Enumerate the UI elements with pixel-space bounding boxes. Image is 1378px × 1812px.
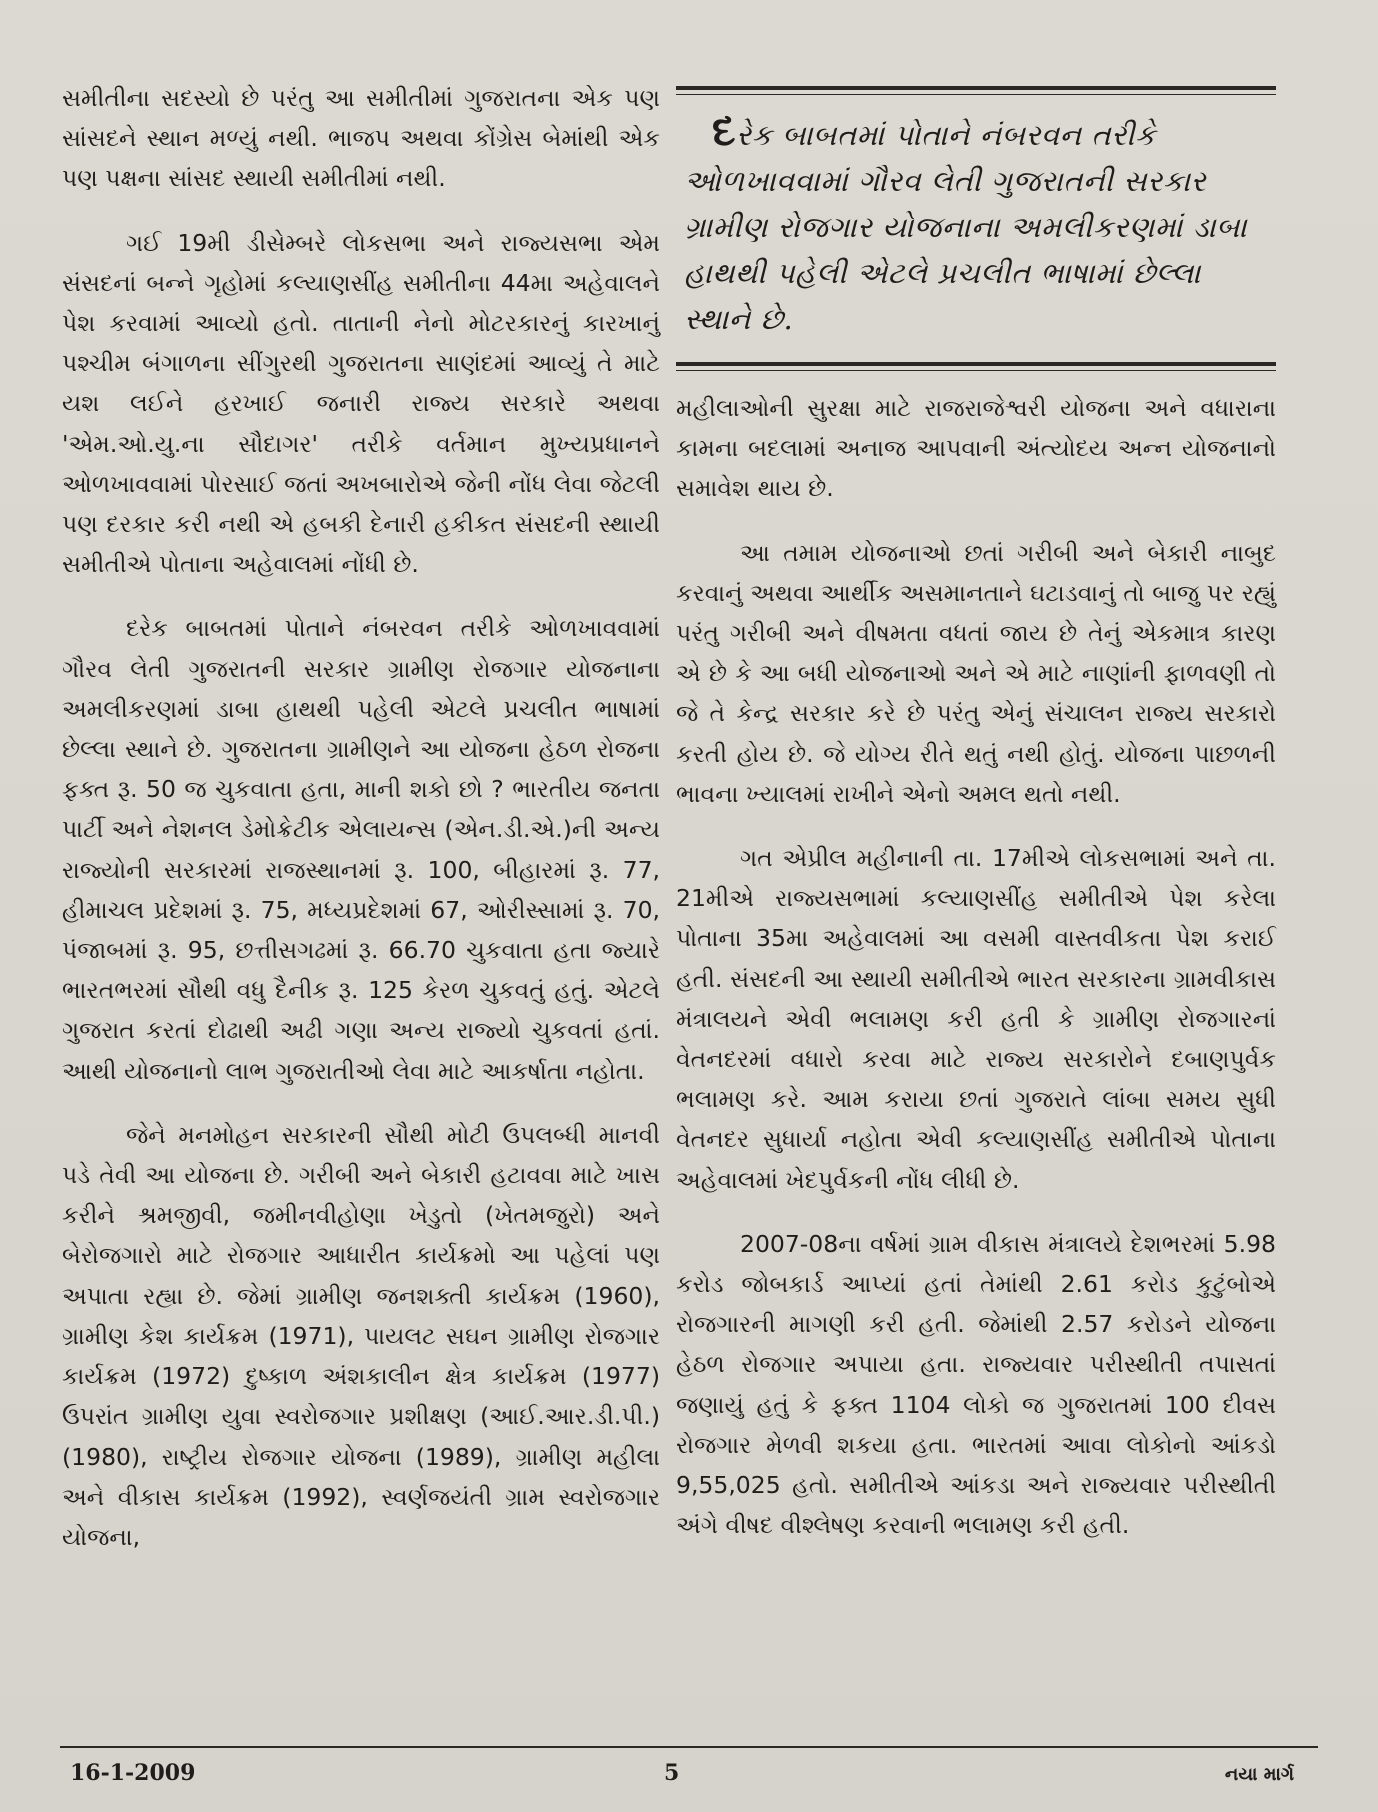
pull-quote-body: રેક બાબતમાં પોતાને નંબરવન તરીકે ઓળખાવવામાં ગૌરવ લેતી ગુજરાતની સરકાર ગ્રામીણ રોજગાર યોજનાના અમલીકરણમાં ડાબા હાથથી પહેલી એટલે પ્રચલીત ભાષામાં છેલ્લા સ્થાને છે. [684,118,1248,336]
issue-date: 16-1-2009 [70,1760,196,1786]
page-number: 5 [664,1760,680,1786]
right-column [676,78,1276,1569]
publication-name: નયા માર્ગ [1224,1764,1294,1785]
paragraph: જેને મનમોહન સરકારની સૌથી મોટી ઉપલબ્ધી માનવી પડે તેવી આ યોજના છે. ગરીબી અને બેકારી હટાવવા માટે ખાસ કરીને શ્રમજીવી, જમીનવીહોણા ખેડુતો (ખેતમજુરો) અને બેરોજગારો માટે રોજગાર આધારીત કાર્યક્રમો આ પહેલાં પણ અપાતા રહ્યા છે. જેમાં ગ્રામીણ જનશક્તી કાર્યક્રમ (1960), ગ્રામીણ કેશ કાર્યક્રમ (1971), પાયલટ સઘન ગ્રામીણ રોજગાર કાર્યક્રમ (1972) દુષ્કાળ અંશકાલીન ક્ષેત્ર કાર્યક્રમ (1977) ઉપરાંત ગ્રામીણ યુવા સ્વરોજગાર પ્રશીક્ષણ (આઈ.આર.ડી.પી.) (1980), રાષ્ટ્રીય રોજગાર યોજના (1989), ગ્રામીણ મહીલા અને વીકાસ કાર્યક્રમ (1992), સ્વર્ણજયંતી ગ્રામ સ્વરોજગાર યોજના, [62,1120,660,1551]
pull-quote-text [684,108,1272,342]
left-column [62,78,660,1581]
paragraph: આ તમામ યોજનાઓ છતાં ગરીબી અને બેકારી નાબુદ કરવાનું અથવા આર્થીક અસમાનતાને ઘટાડવાનું તો બાજુ પર રહ્યું પરંતુ ગરીબી અને વીષમતા વધતાં જાય છે તેનું એકમાત્ર કારણ એ છે કે આ બધી યોજનાઓ અને એ માટે નાણાંની ફાળવણી તો જે તે કેન્દ્ર સરકાર કરે છે પરંતુ એનું સંચાલન રાજ્ય સરકારો કરતી હોય છે. જે યોગ્ય રીતે થતું નથી હોતું. યોજના પાછળની ભાવના ખ્યાલમાં રાખીને એનો અમલ થતો નથી. [676,538,1276,808]
paragraph: 2007-08ના વર્ષમાં ગ્રામ વીકાસ મંત્રાલયે દેશભરમાં 5.98 કરોડ જોબકાર્ડ આપ્યાં હતાં તેમાંથી 2.61 કરોડ કુટુંબોએ રોજગારની માગણી કરી હતી. જેમાંથી 2.57 કરોડને યોજના હેઠળ રોજગાર અપાયા હતા. રાજ્યવાર પરીસ્થીતી તપાસતાં જણાયું હતું કે ફક્ત 1104 લોકો જ ગુજરાતમાં 100 દીવસ રોજગાર મેળવી શકયા હતા. ભારતમાં આવા લોકોનો આંકડો 9,55,025 હતો. સમીતીએ આંકડા અને રાજ્યવાર પરીસ્થીતી અંગે વીષદ વીશ્લેષણ કરવાની ભલામણ કરી હતી. [676,1229,1276,1540]
paragraph: ગઈ 19મી ડીસેમ્બરે લોકસભા અને રાજ્યસભા એમ સંસદનાં બન્ને ગૃહોમાં કલ્યાણસીંહ સમીતીના 44મા અહેવાલને પેશ કરવામાં આવ્યો હતો. તાતાની નેનો મોટરકારનું કારખાનું પશ્ચીમ બંગાળના સીંગુરથી ગુજરાતના સાણંદમાં આવ્યું તે માટે યશ લઈને હરખાઈ જનારી રાજ્ય સરકારે અથવા 'એમ.ઓ.યુ.ના સૌદાગર' તરીકે વર્તમાન મુખ્યપ્રધાનને ઓળખાવવામાં પોરસાઈ જતાં અખબારોએ જેની નોંધ લેવા જેટલી પણ દરકાર કરી નથી એ હબકી દેનારી હકીકત સંસદની સ્થાયી સમીતીએ પોતાના અહેવાલમાં નોંધી છે. [62,228,660,579]
paragraph: ગત એપ્રીલ મહીનાની તા. 17મીએ લોકસભામાં અને તા. 21મીએ રાજ્યસભામાં કલ્યાણસીંહ સમીતીએ પેશ કરેલા પોતાના 35મા અહેવાલમાં આ વસમી વાસ્તવીકતા પેશ કરાઈ હતી. સંસદની આ સ્થાયી સમીતીએ ભારત સરકારના ગ્રામવીકાસ મંત્રાલયને એવી ભલામણ કરી હતી કે ગ્રામીણ રોજગારનાં વેતનદરમાં વધારો કરવા માટે રાજ્ય સરકારોને દબાણપુર્વક ભલામણ કરે. આમ કરાયા છતાં ગુજરાતે લાંબા સમય સુધી વેતનદર સુધાર્યા નહોતા એવી કલ્યાણસીંહ સમીતીએ પોતાના અહેવાલમાં ખેદપુર્વકની નોંધ લીધી છે. [676,844,1276,1194]
pull-quote [676,78,1276,366]
page-footer [0,1746,1378,1812]
footer-rule [60,1746,1318,1748]
pull-quote-top-rule [676,86,1276,90]
drop-cap: દ [712,106,736,155]
paragraph: મહીલાઓની સુરક્ષા માટે રાજરાજેશ્વરી યોજના અને વધારાના કામના બદલામાં અનાજ આપવાની અંત્યોદય અન્ન યોજનાનો સમાવેશ થાય છે. [676,394,1276,503]
pull-quote-bottom-rule [676,362,1276,366]
paragraph: દરેક બાબતમાં પોતાને નંબરવન તરીકે ઓળખાવવામાં ગૌરવ લેતી ગુજરાતની સરકાર ગ્રામીણ રોજગાર યોજનાના અમલીકરણમાં ડાબા હાથથી પહેલી એટલે પ્રચલીત ભાષામાં છેલ્લા સ્થાને છે. ગુજરાતના ગ્રામીણને આ યોજના હેઠળ રોજના ફક્ત રૂ. 50 જ ચુકવાતા હતા, માની શકો છો ? ભારતીય જનતા પાર્ટી અને નેશનલ ડેમોક્રેટીક એલાયન્સ (એન.ડી.એ.)ની અન્ય રાજ્યોની સરકારમાં રાજસ્થાનમાં રૂ. 100, બીહારમાં રૂ. 77, હીમાચલ પ્રદેશમાં રૂ. 75, મધ્યપ્રદેશમાં 67, ઓરીસ્સામાં રૂ. 70, પંજાબમાં રૂ. 95, છત્તીસગઢમાં રૂ. 66.70 ચુકવાતા હતા જ્યારે ભારતભરમાં સૌથી વધુ દૈનીક રૂ. 125 કેરળ ચુકવતું હતું. એટલે ગુજરાત કરતાં દોઢાથી અઢી ગણા અન્ય રાજ્યો ચુકવતાં હતાં. આથી યોજનાનો લાભ ગુજરાતીઓ લેવા માટે આકર્ષાતા નહોતા. [62,614,660,1085]
paragraph: સમીતીના સદસ્યો છે પરંતુ આ સમીતીમાં ગુજરાતના એક પણ સાંસદને સ્થાન મળ્યું નથી. ભાજપ અથવા કોંગ્રેસ બેમાંથી એક પણ પક્ષના સાંસદ સ્થાયી સમીતીમાં નથી. [62,84,660,193]
